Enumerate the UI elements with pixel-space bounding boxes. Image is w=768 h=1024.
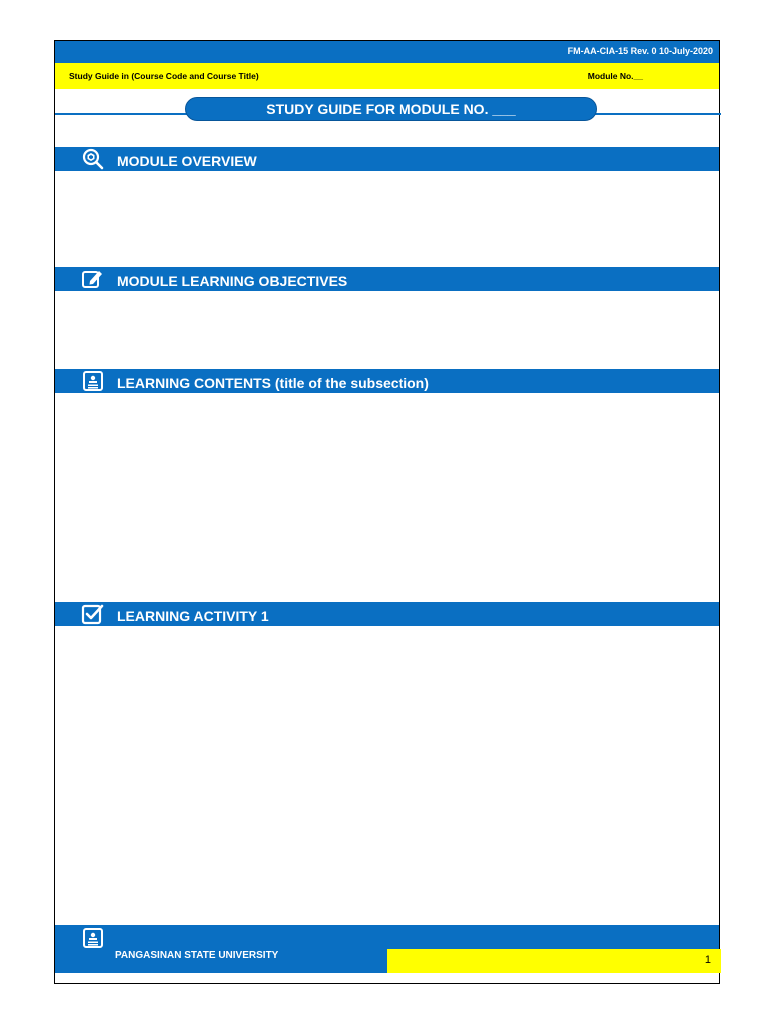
footer: [55, 925, 719, 973]
document-icon: [81, 927, 105, 949]
pencil-edit-icon: [81, 268, 105, 290]
section-module-overview: [55, 147, 719, 171]
section-title: MODULE LEARNING OBJECTIVES: [117, 273, 348, 289]
page-number-box: [387, 949, 721, 973]
page-number: 1: [704, 954, 711, 966]
checkbox-icon: [81, 603, 105, 625]
section-learning-activity: [55, 602, 719, 626]
module-number: Module No.__: [587, 71, 643, 81]
page: [54, 40, 720, 984]
document-icon: [81, 370, 105, 392]
module-banner: [185, 97, 597, 121]
divider-right: [595, 113, 721, 115]
header-bar: [55, 63, 719, 89]
top-bar: [55, 41, 719, 63]
magnifier-icon: [81, 148, 105, 170]
module-banner-title: STUDY GUIDE FOR MODULE NO. ___: [266, 101, 516, 117]
university-name: PANGASINAN STATE UNIVERSITY: [115, 950, 279, 961]
section-title: LEARNING ACTIVITY 1: [117, 608, 269, 624]
form-code: FM-AA-CIA-15 Rev. 0 10-July-2020: [567, 46, 713, 56]
divider-left: [55, 113, 187, 115]
section-learning-contents: [55, 369, 719, 393]
section-learning-objectives: [55, 267, 719, 291]
section-title: LEARNING CONTENTS (title of the subsection): [117, 375, 429, 391]
section-title: MODULE OVERVIEW: [117, 153, 257, 169]
study-guide-title: Study Guide in (Course Code and Course Title): [69, 71, 259, 81]
